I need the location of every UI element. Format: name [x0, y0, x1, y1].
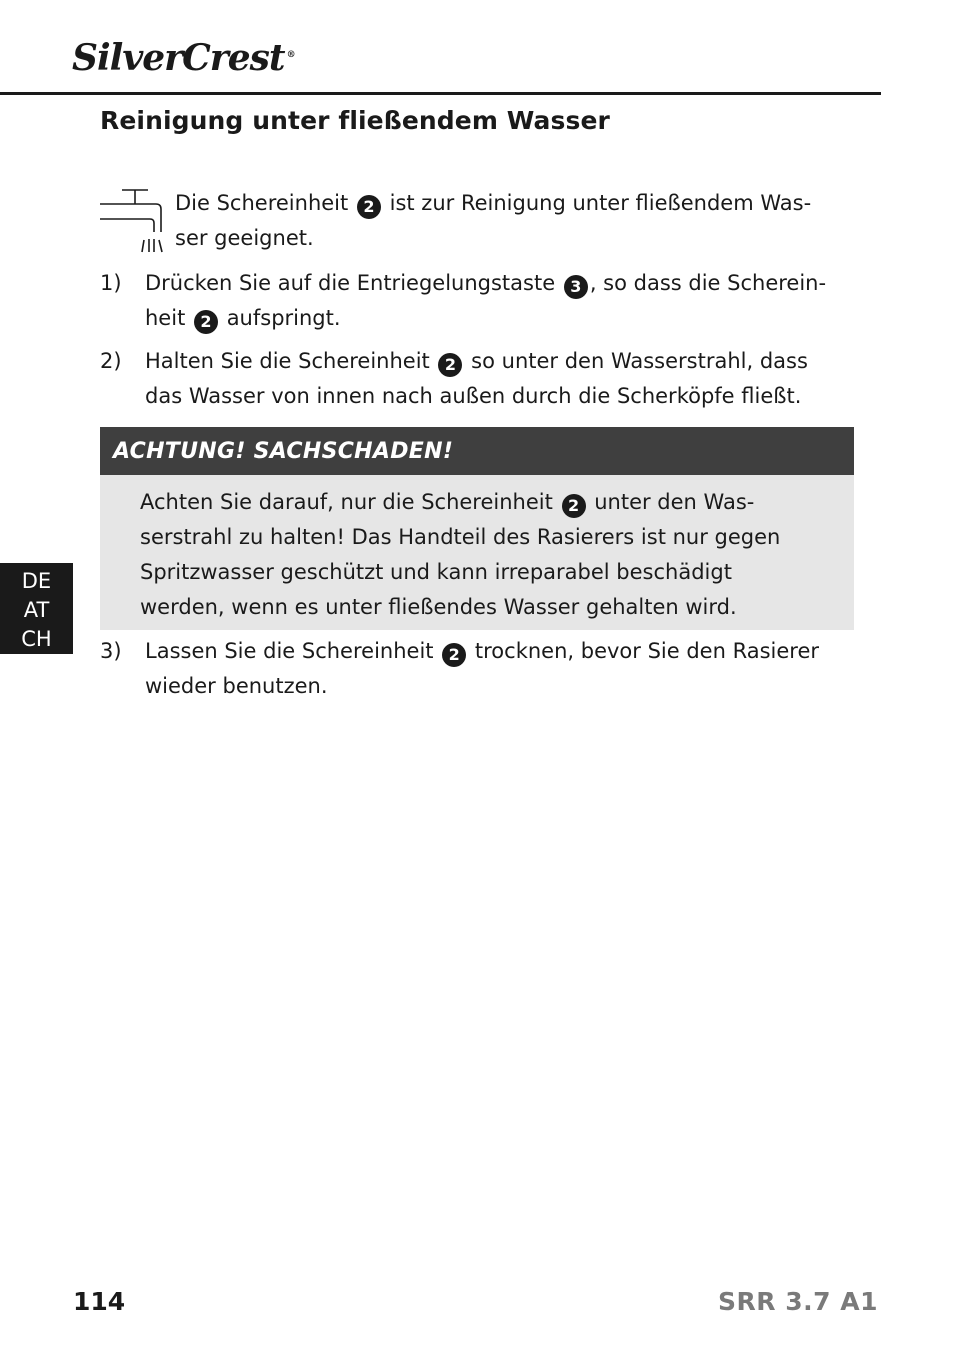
- component-ref-badge: 2: [438, 353, 462, 377]
- language-de: DE: [21, 569, 52, 593]
- section-title: Reinigung unter fließendem Wasser: [100, 106, 610, 135]
- step-text: so unter den Wasserstrahl, dass: [471, 349, 808, 373]
- intro-text-pre: Die Schereinheit: [175, 191, 349, 215]
- registered-mark: ®: [286, 50, 295, 60]
- model-number: SRR 3.7 A1: [718, 1287, 878, 1316]
- warning-text-line3: Spritzwasser geschützt und kann irreparabel beschädigt: [140, 560, 732, 584]
- component-ref-badge: 2: [194, 310, 218, 334]
- step-number: 3): [100, 639, 122, 663]
- step-text: heit: [145, 306, 186, 330]
- brand-name: SilverCrest: [72, 37, 285, 79]
- warning-title: ACHTUNG! SACHSCHADEN!: [100, 427, 854, 475]
- language-tab: [0, 563, 73, 654]
- step-text: trocknen, bevor Sie den Rasierer: [474, 639, 819, 663]
- step-text: Halten Sie die Schereinheit: [145, 349, 430, 373]
- step-1: [100, 266, 860, 336]
- component-ref-badge: 3: [564, 275, 588, 299]
- step-text: das Wasser von innen nach außen durch die Scherköpfe fließt.: [145, 384, 802, 408]
- page-number: 114: [73, 1287, 126, 1316]
- step-2: [100, 344, 860, 414]
- warning-text-line4: werden, wenn es unter fließendes Wasser gehalten wird.: [140, 595, 737, 619]
- step-text: Lassen Sie die Schereinheit: [145, 639, 434, 663]
- language-ch: CH: [21, 627, 52, 651]
- step-text: aufspringt.: [226, 306, 341, 330]
- warning-text: [100, 475, 854, 625]
- language-at: AT: [23, 598, 50, 622]
- warning-text-line2: serstrahl zu halten! Das Handteil des Rasierers ist nur gegen: [140, 525, 781, 549]
- brand-logo: [72, 37, 295, 79]
- step-text: , so dass die Scherein-: [589, 271, 827, 295]
- intro-text-post: ist zur Reinigung unter fließendem Was-: [389, 191, 812, 215]
- step-number: 1): [100, 271, 122, 295]
- step-text: Drücken Sie auf die Entriegelungstaste: [145, 271, 556, 295]
- intro-text-line2: ser geeignet.: [175, 226, 314, 250]
- water-tap-icon: [98, 186, 170, 256]
- component-ref-badge: 2: [562, 494, 586, 518]
- step-text: wieder benutzen.: [145, 674, 328, 698]
- warning-box: [100, 427, 854, 630]
- component-ref-badge: 2: [442, 643, 466, 667]
- step-number: 2): [100, 349, 122, 373]
- step-3: [100, 634, 860, 704]
- component-ref-badge: 2: [357, 195, 381, 219]
- header-rule: [0, 92, 881, 95]
- warning-text-post: unter den Was-: [594, 490, 755, 514]
- intro-paragraph: [98, 186, 858, 256]
- warning-text-pre: Achten Sie darauf, nur die Schereinheit: [140, 490, 553, 514]
